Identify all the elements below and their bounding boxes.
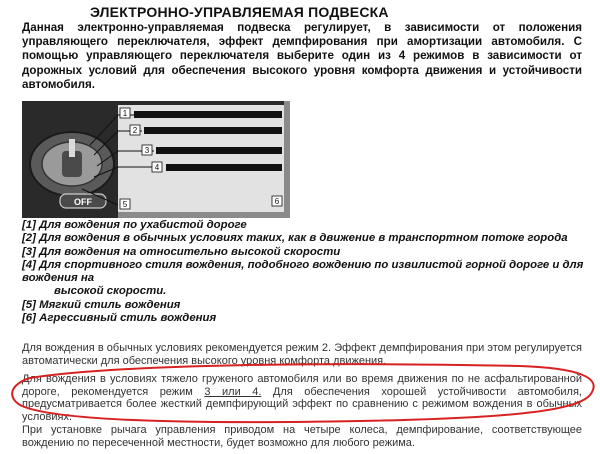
- callout-bar-2: [144, 127, 282, 134]
- callout-5: 5: [122, 200, 128, 209]
- normal-mode-paragraph: Для вождения в обычных условиях рекомендуется режим 2. Эффект демпфирования при этом регулируется автоматически для обеспечения высокого уровня комфорта движения.: [22, 342, 582, 367]
- mode-list: [22, 219, 588, 325]
- document-title: ЭЛЕКТРОННО-УПРАВЛЯЕМАЯ ПОДВЕСКА: [90, 4, 389, 20]
- callout-6: 6: [274, 197, 280, 206]
- callout-bar-3: [156, 147, 282, 154]
- mode-item-3: [3] Для вождения на относительно высокой скорости: [22, 245, 341, 258]
- callout-2: 2: [132, 126, 138, 135]
- mode-item-4: [4] Для спортивного стиля вождения, подобного вождению по извилистой горной дороге и для вождения на высокой скорости.: [22, 258, 584, 298]
- callout-3: 3: [144, 146, 150, 155]
- mode-item-5: [5] Мягкий стиль вождения: [22, 298, 181, 311]
- off-button-label: OFF: [74, 197, 92, 207]
- callout-4: 4: [154, 163, 160, 172]
- recommended-modes: 3 или 4.: [204, 385, 262, 398]
- mode-item-6: [6] Агрессивный стиль вождения: [22, 312, 217, 325]
- callout-1: 1: [122, 109, 128, 118]
- callout-bar-4: [166, 164, 282, 171]
- suspension-switch-diagram: [22, 101, 290, 218]
- four-wheel-drive-paragraph: При установке рычага управления приводом на четыре колеса, демпфирование, соответствующее вождению по пересеченной местности, будет возможно для любого режима.: [22, 424, 582, 449]
- mode-item-2: [2] Для вождения в обычных условиях таких, как в движение в транспортном потоке города: [22, 232, 568, 245]
- callout-bar-1: [134, 111, 282, 118]
- intro-paragraph: Данная электронно-управляемая подвеска регулирует, в зависимости от положения управляющего переключателя, эффект демпфирования при амортизации автомобиля. С помощью управляющего переключателя выберите один из 4 режимов в зависимости от дорожных условий для обеспечения высокого уровня комфорта движения и устойчивости автомобиля.: [22, 21, 582, 91]
- heavy-load-paragraph: Для вождения в условиях тяжело груженого автомобиля или во время движения по не асфальтированной дороге, рекомендуется режим 3 или 4. Для обеспечения хорошей устойчивости автомобиля, предусматривается более жесткий демпфирующий эффект по сравнению с режимом вождения в обычных условиях.: [22, 373, 582, 423]
- mode-item-1: [1] Для вождения по ухабистой дороге: [22, 219, 247, 231]
